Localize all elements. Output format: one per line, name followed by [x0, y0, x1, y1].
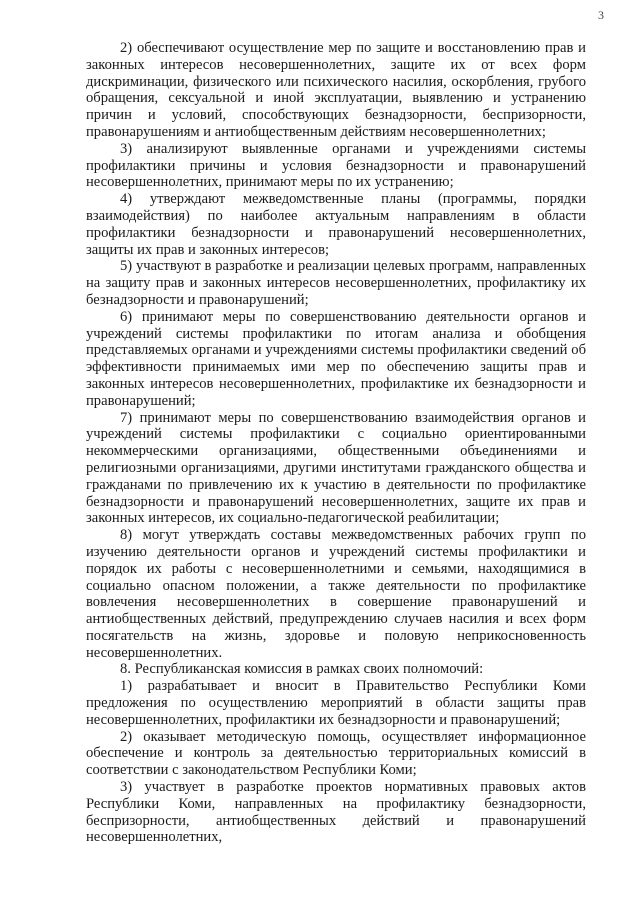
paragraph-item-7: 7) принимают меры по совершенствованию взаимодействия органов и учреждений системы профилактики с социально ориентированными некоммерческими организациями, общественными объединениями и религиозными организациями, другими институтами гражданского общества и гражданами по привлечению их к участию в деятельности по профилактике безнадзорности и правонарушений несовершеннолетних, защите их прав и законных интересов, их социально-педагогической реабилитации; [86, 409, 586, 527]
section-heading-8: 8. Республиканская комиссия в рамках своих полномочий: [120, 661, 484, 678]
page-number: 3 [598, 8, 604, 22]
paragraph-item-5: 5) участвуют в разработке и реализации целевых программ, направленных на защиту прав и законных интересов несовершеннолетних, профилактику их безнадзорности и правонарушений; [86, 258, 586, 308]
paragraph-item-3: 3) анализируют выявленные органами и учреждениями системы профилактики причины и условия безнадзорности и правонарушений несовершеннолетних, принимают меры по их устранению; [86, 140, 586, 191]
paragraph-subitem-2: 2) оказывает методическую помощь, осуществляет информационное обеспечение и контроль за деятельностью территориальных комиссий в соответствии с законодательством Республики Коми; [86, 728, 586, 779]
paragraph-subitem-1: 1) разрабатывает и вносит в Правительство Республики Коми предложения по осуществлению мероприятий в области защиты прав несовершеннолетних, профилактики их безнадзорности и правонарушений; [86, 678, 586, 728]
document-body [86, 40, 586, 846]
paragraph-item-4: 4) утверждают межведомственные планы (программы, порядки взаимодействия) по наиболее актуальным направлениям в области профилактики безнадзорности и правонарушений несовершеннолетних, защиты их прав и законных интересов; [86, 191, 586, 258]
paragraph-item-2: 2) обеспечивают осуществление мер по защите и восстановлению прав и законных интересов несовершеннолетних, защите их от всех форм дискриминации, физического или психического насилия, оскорбления, грубого обращения, сексуальной и иной эксплуатации, выявлению и устранению причин и условий, способствующих безнадзорности, беспризорности, правонарушениям и антиобщественным действиям несовершеннолетних; [86, 40, 586, 140]
paragraph-item-8: 8) могут утверждать составы межведомственных рабочих групп по изучению деятельности органов и учреждений системы профилактики и порядок их работы с несовершеннолетними и семьями, находящимися в социально опасном положении, а также деятельности по профилактике вовлечения несовершеннолетних в совершение правонарушений и антиобщественных действий, предупреждению случаев насилия и всех форм посягательств на жизнь, здоровье и половую неприкосновенность несовершеннолетних. [86, 527, 586, 661]
paragraph-item-6: 6) принимают меры по совершенствованию деятельности органов и учреждений системы профилактики по итогам анализа и обобщения представляемых органами и учреждениями системы профилактики сведений об эффективности принимаемых ими мер по обеспечению защиты прав и законных интересов несовершеннолетних, профилактике их безнадзорности и правонарушений; [86, 308, 586, 409]
paragraph-subitem-3: 3) участвует в разработке проектов нормативных правовых актов Республики Коми, направленных на профилактику безнадзорности, беспризорности, антиобщественных действий и правонарушений несовершеннолетних, [86, 779, 586, 846]
